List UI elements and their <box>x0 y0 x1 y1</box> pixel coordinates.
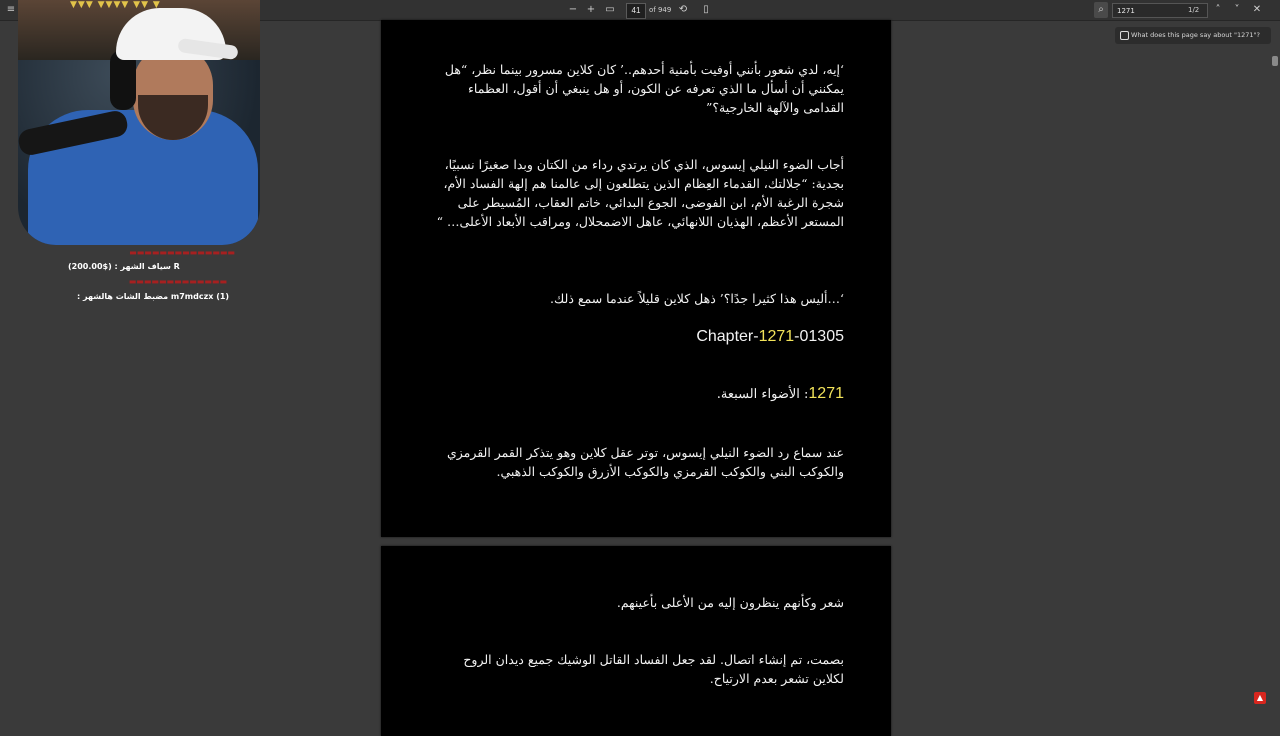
overlay-top-donor: سياف الشهر : ($200.00) R <box>68 262 180 271</box>
scrollbar-thumb[interactable] <box>1272 56 1278 66</box>
chapter-title-text: : الأضواء السبعة. <box>716 387 809 402</box>
overlay-alert-red: ▬▬▬▬▬▬▬▬▬▬▬▬▬ <box>128 277 227 286</box>
chapter-suffix: -01305 <box>794 328 844 345</box>
page-number-input[interactable] <box>626 3 646 19</box>
chat-icon <box>1120 31 1129 40</box>
paragraph: شعر وكأنهم ينظرون إليه من الأعلى بأعينهم. <box>616 595 844 610</box>
chevron-up-icon[interactable]: ˄ <box>1215 4 1221 15</box>
pdf-page <box>381 20 891 537</box>
search-highlight: 1271 <box>758 328 795 345</box>
ai-question-chip[interactable] <box>1115 27 1271 44</box>
ai-question-text: What does this page say about "1271"? <box>1131 31 1261 39</box>
find-result-count: 1/2 <box>1188 6 1200 14</box>
search-highlight: 1271 <box>808 385 844 402</box>
paragraph: ‘…أليس هذا كثيرا جدًا؟’ ذهل كلاين قليلاً عندما سمع ذلك. <box>550 291 844 306</box>
rotate-icon[interactable]: ⟲ <box>678 4 688 15</box>
close-icon[interactable]: ✕ <box>1252 4 1262 15</box>
overlay-top-chatter: m7mdczx (1) مضبط الشات هالشهر : <box>77 292 230 301</box>
page-view-icon[interactable]: ▯ <box>703 4 709 15</box>
paragraph: أجاب الضوء النيلي إيسوس، الذي كان يرتدي رداء من الكتان وبدا صغيرًا نسبيًا، بجدية: “جلالتك، القدماء العِظام الذين يتطلعون إلى عالمنا هم إلهة الفساد الأم، شجرة الرغبة الأم، ابن الفوضى، الجوع البدائي، خاتم العقاب، المُسيطر على المستعر الأعظم، الهذيان اللانهائي، عاهل الاضمحلال، ومراقب الأبعاد الأعلى… “ <box>436 157 844 229</box>
pdf-icon: ▲ <box>1254 692 1266 704</box>
paragraph: عند سماع رد الضوء النيلي إيسوس، توتر عقل كلاين وهو يتذكر القمر القرمزي والكوكب البني والكوكب القرمزي والكوكب الأزرق والكوكب الذهبي. <box>446 445 844 479</box>
find-input[interactable]: 1271 <box>1112 3 1208 18</box>
decoration-pattern: ▼▼▼ ▼▼▼▼ ▼▼ ▼ <box>70 0 161 10</box>
paragraph: بصمت، تم إنشاء اتصال. لقد جعل الفساد القاتل الوشيك جميع ديدان الروح لكلاين تشعر بعدم الارتياح. <box>463 652 844 686</box>
chevron-down-icon[interactable]: ˅ <box>1234 4 1240 15</box>
chapter-heading <box>696 328 844 346</box>
webcam-overlay <box>18 0 260 245</box>
fit-page-icon[interactable]: ▭ <box>605 4 615 15</box>
paragraph: ‘إيه، لدي شعور بأنني أوفيت بأمنية أحدهم..’ كان كلاين مسرور بينما نظر، “هل يمكنني أن أسأل ما الذي تعرفه عن الكون، أو هل ينبغي أن أقول، العظماء القدامى والآلهة الخارجية؟” <box>444 62 844 115</box>
search-icon[interactable]: ⌕ <box>1094 2 1108 18</box>
chapter-title <box>717 385 844 403</box>
chapter-prefix: Chapter- <box>696 328 759 345</box>
page-total-label: of 949 <box>649 6 672 14</box>
pdf-page <box>381 546 891 736</box>
zoom-out-button[interactable]: − <box>568 4 578 15</box>
menu-icon[interactable]: ≡ <box>6 4 16 15</box>
zoom-in-button[interactable]: + <box>586 4 596 15</box>
overlay-alert-red: ▬▬▬▬▬▬▬▬▬▬▬▬▬▬ <box>129 248 235 257</box>
